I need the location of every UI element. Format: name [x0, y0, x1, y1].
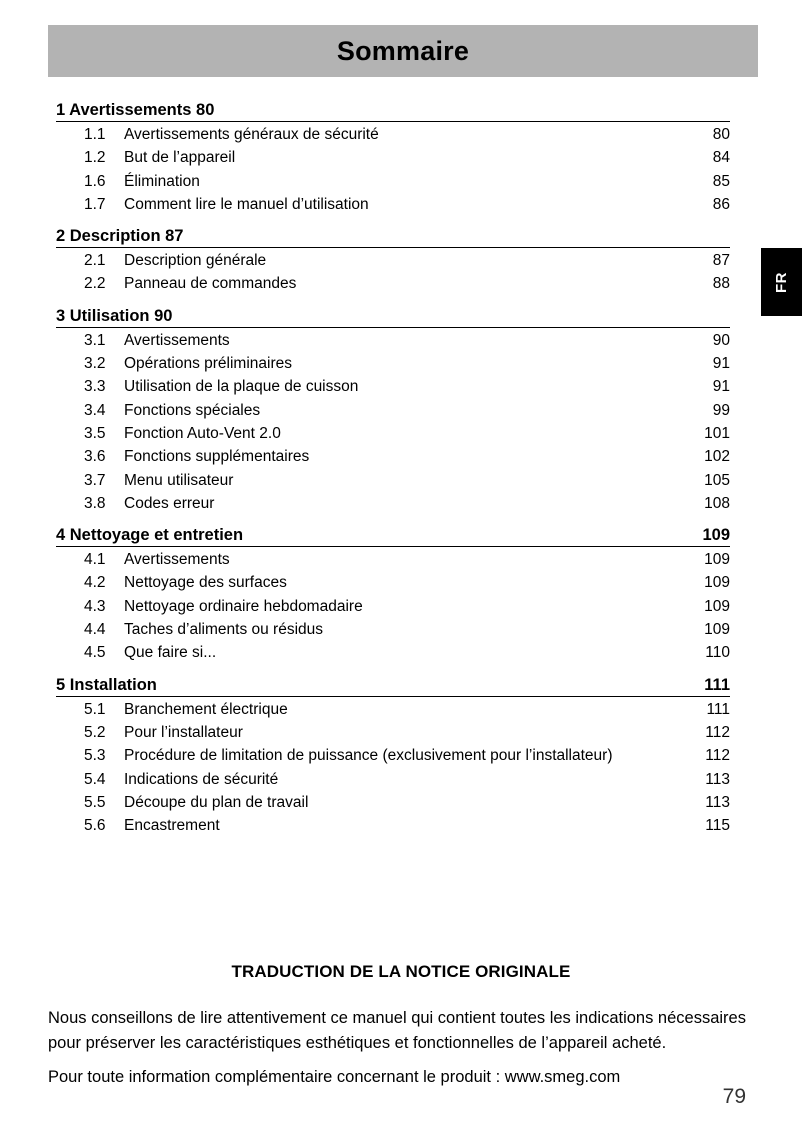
toc-entry-page: 105 [704, 471, 730, 489]
toc-entry[interactable] [56, 571, 730, 594]
toc-entry[interactable] [56, 768, 730, 791]
table-of-contents [56, 90, 730, 839]
toc-entry-label: Taches d’aliments ou résidus [124, 621, 324, 639]
footer-paragraph-line-1: Nous conseillons de lire attentivement ce manuel qui contient toutes les indications nécessaires [48, 1009, 746, 1027]
toc-entry[interactable] [56, 618, 730, 641]
toc-entry-page: 109 [704, 574, 730, 592]
toc-entry-page: 91 [712, 355, 730, 373]
toc-entry[interactable] [56, 698, 730, 721]
toc-section-heading-label: 2 Description 87 [56, 227, 184, 246]
toc-entry-number: 3.6 [84, 448, 106, 466]
toc-entry[interactable] [56, 146, 730, 169]
toc-entry[interactable] [56, 329, 730, 352]
toc-entry-number: 4.1 [84, 551, 106, 569]
toc-entry[interactable] [56, 595, 730, 618]
toc-entry-page: 90 [712, 331, 730, 349]
toc-entry-label: Avertissements [124, 331, 230, 349]
toc-entry[interactable] [56, 744, 730, 767]
footer-heading: TRADUCTION DE LA NOTICE ORIGINALE [231, 962, 571, 981]
footer-block [48, 962, 754, 1090]
toc-entry[interactable] [56, 641, 730, 664]
toc-entry-number: 3.5 [84, 424, 106, 442]
toc-entry-number: 5.2 [84, 723, 106, 741]
footer-paragraph-2: Pour toute information complémentaire concernant le produit : www.smeg.com [48, 1068, 621, 1086]
page-header-bar [48, 25, 758, 77]
toc-entry[interactable] [56, 352, 730, 375]
toc-entry-label: Menu utilisateur [124, 471, 234, 489]
toc-section [56, 227, 730, 296]
toc-entry-page: 113 [705, 793, 730, 811]
toc-entry-number: 5.3 [84, 747, 106, 765]
toc-entry-label: Fonctions spéciales [124, 401, 261, 419]
toc-entry-label: Fonction Auto-Vent 2.0 [124, 424, 281, 442]
toc-entry-page: 101 [704, 424, 730, 442]
toc-section-heading-label: 4 Nettoyage et entretien [56, 526, 244, 545]
toc-entry-page: 108 [704, 494, 730, 512]
toc-entry-number: 5.1 [84, 700, 106, 718]
toc-section [56, 307, 730, 515]
toc-entry-number: 3.4 [84, 401, 106, 419]
toc-entry[interactable] [56, 814, 730, 837]
toc-entry[interactable] [56, 249, 730, 272]
toc-section-heading-label: 1 Avertissements 80 [56, 101, 215, 119]
toc-entry[interactable] [56, 123, 730, 146]
toc-entry-label: Nettoyage ordinaire hebdomadaire [124, 597, 363, 615]
toc-section-divider [56, 327, 730, 328]
toc-entry-page: 110 [705, 644, 730, 662]
footer-body [48, 1006, 754, 1090]
toc-entry-label: Opérations préliminaires [124, 355, 292, 373]
page-title: Sommaire [336, 35, 470, 66]
toc-entry-page: 99 [712, 401, 730, 419]
toc-entry-number: 1.7 [84, 195, 106, 213]
toc-entry-number: 5.6 [84, 817, 106, 835]
toc-entry-page: 85 [712, 172, 730, 190]
toc-section-divider [56, 546, 730, 547]
toc-entry-label: Fonctions supplémentaires [124, 448, 310, 466]
toc-entry[interactable] [56, 721, 730, 744]
toc-entry-page: 109 [704, 597, 730, 615]
toc-entry-page: 109 [704, 551, 730, 569]
toc-entry-number: 1.6 [84, 172, 106, 190]
toc-entry-page: 115 [705, 817, 730, 835]
toc-entry-label: Avertissements [124, 551, 230, 569]
toc-entry[interactable] [56, 469, 730, 492]
toc-entry-page: 109 [704, 621, 730, 639]
toc-entry-number: 1.1 [84, 126, 106, 143]
toc-entry[interactable] [56, 193, 730, 216]
toc-entry[interactable] [56, 399, 730, 422]
toc-section-heading[interactable] [56, 307, 730, 327]
toc-entry-label: Branchement électrique [124, 700, 288, 718]
toc-entry[interactable] [56, 170, 730, 193]
footer-paragraph-line-2: pour préserver les caractéristiques esthétiques et fonctionnelles de l’appareil acheté. [48, 1034, 667, 1052]
toc-entry-label: But de l’appareil [124, 149, 236, 167]
toc-entry-page: 91 [712, 378, 730, 396]
toc-entry-number: 4.4 [84, 621, 106, 639]
toc-entry-label: Indications de sécurité [124, 770, 279, 788]
toc-entry-label: Avertissements généraux de sécurité [124, 126, 379, 143]
toc-entry[interactable] [56, 422, 730, 445]
toc-entry-page: 102 [704, 448, 730, 466]
toc-entry[interactable] [56, 375, 730, 398]
toc-entry-label: Description générale [124, 252, 267, 270]
toc-entry-label: Comment lire le manuel d’utilisation [124, 195, 369, 213]
toc-entry-page: 111 [706, 700, 730, 718]
toc-entry-page: 80 [712, 126, 730, 143]
toc-entry-number: 2.1 [84, 252, 106, 270]
toc-entry-label: Que faire si... [124, 644, 217, 662]
toc-section-divider [56, 696, 730, 697]
language-tab-label: FR [773, 271, 790, 293]
toc-section-heading-label: 3 Utilisation 90 [56, 306, 173, 325]
toc-section-heading-page: 109 [702, 526, 730, 545]
toc-entry[interactable] [56, 791, 730, 814]
toc-section-heading-page: 111 [704, 675, 730, 694]
toc-entry-label: Procédure de limitation de puissance (exclusivement pour l’installateur) [124, 747, 613, 765]
toc-entry-number: 3.2 [84, 355, 106, 373]
toc-section [56, 526, 730, 664]
toc-entry-page: 88 [712, 275, 730, 293]
toc-section-heading[interactable] [56, 526, 730, 546]
toc-entry-number: 3.3 [84, 378, 106, 396]
page-number: 79 [722, 1085, 746, 1108]
toc-entry-number: 4.5 [84, 644, 106, 662]
toc-entry-number: 4.3 [84, 597, 106, 615]
toc-entry-number: 5.5 [84, 793, 106, 811]
toc-entry-number: 2.2 [84, 275, 106, 293]
toc-entry-label: Élimination [124, 172, 200, 190]
toc-entry[interactable] [56, 548, 730, 571]
toc-section-heading[interactable] [56, 676, 730, 696]
toc-section [56, 101, 730, 216]
toc-entry-label: Panneau de commandes [124, 275, 297, 293]
language-tab-fr [761, 248, 802, 316]
toc-entry-label: Nettoyage des surfaces [124, 574, 287, 592]
toc-entry-number: 3.7 [84, 471, 106, 489]
toc-entry-page: 86 [712, 195, 730, 213]
toc-section-divider [56, 247, 730, 248]
toc-entry-label: Découpe du plan de travail [124, 793, 309, 811]
toc-entry-number: 3.8 [84, 494, 106, 512]
toc-entry-page: 84 [712, 149, 730, 167]
toc-section-heading-label: 5 Installation [56, 675, 157, 694]
toc-entry-page: 113 [705, 770, 730, 788]
toc-entry-number: 5.4 [84, 770, 106, 788]
toc-entry-label: Encastrement [124, 817, 220, 835]
toc-entry[interactable] [56, 492, 730, 515]
toc-entry-number: 1.2 [84, 149, 106, 167]
toc-entry-label: Codes erreur [124, 494, 215, 512]
toc-section-heading[interactable] [56, 101, 730, 121]
toc-entry[interactable] [56, 445, 730, 468]
toc-section-divider [56, 121, 730, 122]
toc-entry-number: 4.2 [84, 574, 106, 592]
toc-entry-page: 87 [712, 252, 730, 270]
toc-entry-page: 112 [705, 747, 730, 765]
toc-section-heading[interactable] [56, 227, 730, 247]
toc-entry[interactable] [56, 272, 730, 295]
toc-entry-page: 112 [705, 723, 730, 741]
toc-entry-label: Pour l’installateur [124, 723, 243, 741]
toc-entry-label: Utilisation de la plaque de cuisson [124, 378, 359, 396]
toc-entry-number: 3.1 [84, 331, 106, 349]
toc-section [56, 676, 730, 838]
